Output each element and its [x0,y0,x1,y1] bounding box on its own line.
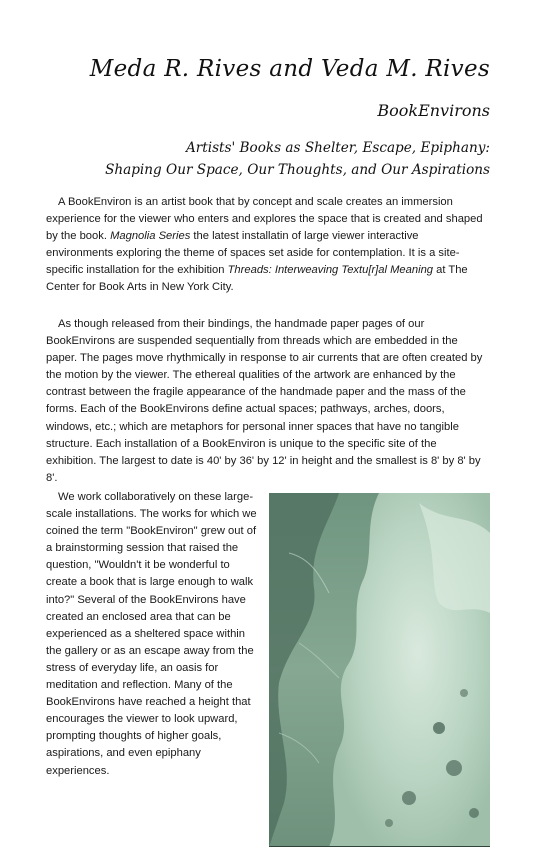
paragraph-intro-part1: A BookEnviron is an artist book that by concept and scale creates an immersion experience for the viewer who enters and explores the space that is created and shaped by the book. [46,196,483,243]
tagline [70,137,490,181]
tagline-line-2: Shaping Our Space, Our Thoughts, and Our Aspirations [105,162,490,178]
paragraph-intro-part2: the latest installatin of large viewer interactive environments exploring the theme of spaces set aside for contemplation. It is a site- specific installation for the exhibition [46,230,460,277]
installation-photo [269,493,490,847]
tagline-line-1: Artists' Books as Shelter, Escape, Epiphany: [185,140,490,156]
paragraph-collaboration: We work collaboratively on these large-scale installations. The works for which we coined the term "BookEnviron" grew out of a brainstorming session that raised the question, "Wouldn't it be wonderful to create a book that is large enough to walk into?" Several of the BookEnvirons have created an enclosed area that can be experienced as a sheltered space within the gallery or as an escape away from the stress of everyday life, an oasis for meditation and reflection. Many of the BookEnvirons have reached a height that encourages the viewer to look upward, prompting thoughts of higher goals, aspirations, and even epiphany experiences. [46,491,257,777]
handmade-paper-image [269,493,490,847]
paragraph-intro-italic-series: Magnolia Series [110,230,191,243]
paragraph-intro-part3: at The Center for Book Arts in New York City. [46,264,468,294]
paragraph-intro [46,194,488,297]
authors-heading: Meda R. Rives and Veda M. Rives [89,56,490,82]
work-title: BookEnvirons [377,101,490,120]
paragraph-description: As though released from their bindings, the handmade paper pages of our BookEnvirons are suspended sequentially from threads which are embedded in the paper. The pages move rhythmically in response to air currents that are often created by the motion by the viewer. The ethereal qualities of the artwork are enhanced by the contrast between the fragile appearance of the handmade paper and the mass of the forms. Each of the BookEnvirons define actual spaces; pathways, arches, doors, windows, etc.; which are metaphors for personal inner spaces that have no tangible structure. Each installation of a BookEnviron is unique to the specific site of the exhibition. The largest to date is 40' by 36' by 12' in height and the smallest is 8' by 8' by 8'. [46,318,483,484]
paragraph-intro-italic-exhibition: Threads: Interweaving Textu[r]al Meaning [227,264,434,277]
